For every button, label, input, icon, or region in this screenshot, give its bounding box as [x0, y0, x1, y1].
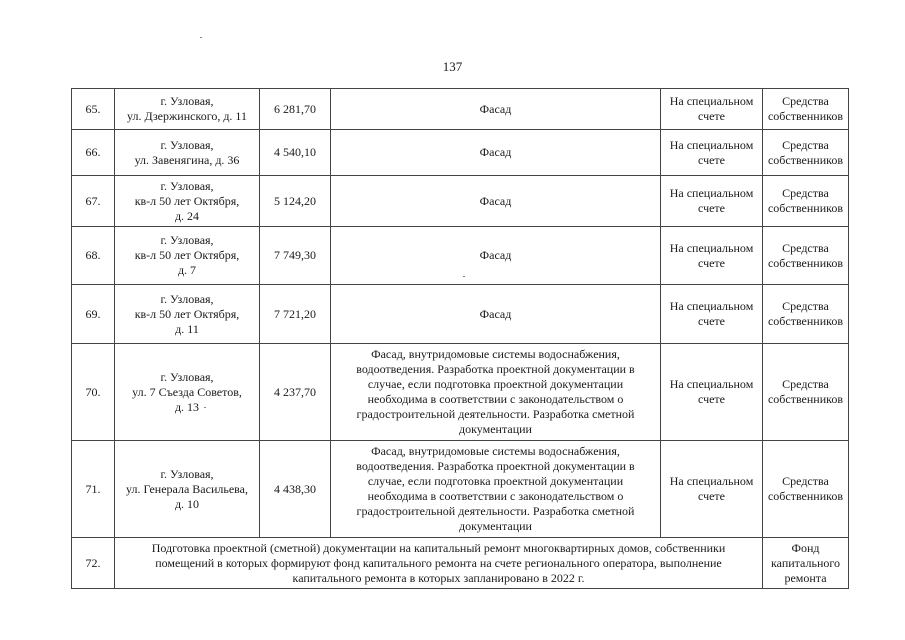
- work-line: Фасад: [479, 248, 512, 262]
- method-line: счете: [697, 255, 726, 270]
- method-line: На специальном: [669, 94, 754, 108]
- address-line: г. Узловая,: [160, 94, 214, 108]
- work-type-cell: [331, 344, 661, 441]
- method-line: счете: [697, 152, 726, 167]
- source-line: капитального: [771, 555, 840, 570]
- area-cell: 7 749,30: [260, 227, 331, 285]
- address-line: кв-л 50 лет Октября,: [134, 193, 240, 208]
- area-cell: 4 540,10: [260, 130, 331, 176]
- table-row-final: [72, 538, 849, 589]
- work-line: градостроительной деятельности. Разработка сметной: [356, 407, 635, 421]
- work-line: необходима в соответствии с законодательством о: [367, 392, 624, 406]
- address-line: д. 10: [174, 496, 200, 511]
- project-docs-description: [115, 538, 763, 589]
- source-line: Фонд: [791, 540, 820, 555]
- funding-source-cell: [763, 176, 849, 227]
- method-line: На специальном: [669, 377, 754, 391]
- work-line: градостроительной деятельности. Разработка сметной: [356, 504, 635, 518]
- source-line: Средства: [782, 94, 829, 108]
- table-row: [72, 176, 849, 227]
- source-line: собственников: [767, 314, 844, 328]
- method-line: счете: [697, 489, 726, 503]
- method-line: счете: [697, 392, 726, 406]
- address-line: д. 11: [175, 321, 199, 336]
- address-cell: [115, 227, 260, 285]
- funding-source-cell: [763, 130, 849, 176]
- address-cell: [115, 89, 260, 130]
- work-line: водоотведения. Разработка проектной документации в: [356, 362, 635, 376]
- area-cell: 6 281,70: [260, 89, 331, 130]
- account-method-cell: [661, 89, 763, 130]
- source-line: собственников: [767, 489, 844, 503]
- address-cell: [115, 176, 260, 227]
- address-line: г. Узловая,: [160, 369, 214, 384]
- source-line: Средства: [782, 299, 829, 313]
- row-number: 67.: [72, 176, 115, 227]
- address-line: г. Узловая,: [160, 178, 214, 193]
- work-line: документации: [459, 422, 532, 436]
- row-number: 69.: [72, 285, 115, 344]
- scan-speck: [200, 37, 202, 38]
- work-type-cell: [331, 227, 661, 285]
- source-line: собственников: [767, 152, 844, 167]
- address-line: г. Узловая,: [160, 466, 214, 481]
- method-line: счете: [697, 109, 726, 123]
- row-number: 70.: [72, 344, 115, 441]
- work-line: Фасад: [479, 193, 512, 208]
- area-cell: 5 124,20: [260, 176, 331, 227]
- description-line: помещений в которых формируют фонд капитального ремонта на счете регионального оператора, выполнение: [155, 555, 722, 570]
- source-line: собственников: [767, 109, 844, 123]
- table-row: [72, 89, 849, 130]
- source-line: ремонта: [784, 570, 827, 585]
- address-line: ул. 7 Съезда Советов,: [132, 384, 242, 399]
- table-row: [72, 227, 849, 285]
- address-line: кв-л 50 лет Октября,: [134, 306, 240, 321]
- method-line: На специальном: [669, 186, 754, 200]
- account-method-cell: [661, 176, 763, 227]
- address-cell: [115, 344, 260, 441]
- row-number: 66.: [72, 130, 115, 176]
- work-line: необходима в соответствии с законодательством о: [367, 489, 624, 503]
- account-method-cell: [661, 130, 763, 176]
- account-method-cell: [661, 344, 763, 441]
- table-row: [72, 344, 849, 441]
- address-line: д. 24: [174, 208, 200, 223]
- work-type-cell: [331, 285, 661, 344]
- address-line: ул. Дзержинского, д. 11: [127, 109, 247, 123]
- account-method-cell: [661, 441, 763, 538]
- work-line: водоотведения. Разработка проектной документации в: [356, 459, 635, 473]
- funding-source-cell: [763, 89, 849, 130]
- row-number: 65.: [72, 89, 115, 130]
- description-line: Подготовка проектной (сметной) документации на капитальный ремонт многоквартирных домов, собственники: [151, 540, 726, 555]
- source-line: Средства: [782, 240, 829, 255]
- address-line: г. Узловая,: [160, 291, 214, 306]
- row-number: 72.: [72, 538, 115, 589]
- area-cell: 4 438,30: [260, 441, 331, 538]
- method-line: На специальном: [669, 137, 754, 152]
- area-cell: 4 237,70: [260, 344, 331, 441]
- table-row: [72, 441, 849, 538]
- work-line: случае, если подготовка проектной документации: [367, 377, 624, 391]
- source-line: Средства: [782, 186, 829, 200]
- table-row: [72, 130, 849, 176]
- address-line: г. Узловая,: [160, 233, 214, 247]
- source-line: собственников: [767, 201, 844, 215]
- address-line: ул. Генерала Васильева,: [125, 481, 248, 496]
- method-line: На специальном: [669, 240, 754, 255]
- work-line: Фасад, внутридомовые системы водоснабжения,: [371, 444, 620, 458]
- account-method-cell: [661, 227, 763, 285]
- account-method-cell: [661, 285, 763, 344]
- address-line: кв-л 50 лет Октября,: [134, 248, 240, 262]
- work-line: Фасад: [479, 306, 512, 321]
- source-line: Средства: [782, 474, 829, 488]
- work-line: Фасад: [479, 145, 512, 159]
- source-line: Средства: [782, 377, 829, 391]
- work-type-cell: [331, 89, 661, 130]
- funding-source-cell: [763, 285, 849, 344]
- method-line: На специальном: [669, 474, 754, 488]
- repair-schedule-table: [71, 88, 849, 589]
- funding-source-cell: [763, 441, 849, 538]
- table-body: [72, 89, 849, 589]
- funding-source-cell: [763, 538, 849, 589]
- source-line: собственников: [767, 392, 844, 406]
- work-line: случае, если подготовка проектной документации: [367, 474, 624, 488]
- work-line: Фасад, внутридомовые системы водоснабжения,: [371, 347, 620, 361]
- funding-source-cell: [763, 227, 849, 285]
- address-line: г. Узловая,: [160, 137, 214, 152]
- area-cell: 7 721,20: [260, 285, 331, 344]
- address-cell: [115, 130, 260, 176]
- work-type-cell: [331, 176, 661, 227]
- address-line: ул. Завенягина, д. 36: [134, 152, 240, 167]
- funding-source-cell: [763, 344, 849, 441]
- work-line: Фасад: [479, 101, 512, 116]
- address-line: д. 7: [177, 263, 197, 277]
- address-cell: [115, 441, 260, 538]
- address-line: д. 13: [174, 399, 200, 414]
- source-line: Средства: [782, 137, 829, 152]
- method-line: счете: [697, 314, 726, 328]
- row-number: 71.: [72, 441, 115, 538]
- page-number: 137: [442, 59, 463, 74]
- address-cell: [115, 285, 260, 344]
- work-type-cell: [331, 130, 661, 176]
- work-line: документации: [459, 519, 532, 533]
- row-number: 68.: [72, 227, 115, 285]
- table-row: [72, 285, 849, 344]
- work-type-cell: [331, 441, 661, 538]
- method-line: счете: [697, 201, 726, 215]
- description-line: капитального ремонта в которых запланировано в 2022 г.: [292, 570, 585, 585]
- method-line: На специальном: [669, 299, 754, 313]
- source-line: собственников: [767, 255, 844, 270]
